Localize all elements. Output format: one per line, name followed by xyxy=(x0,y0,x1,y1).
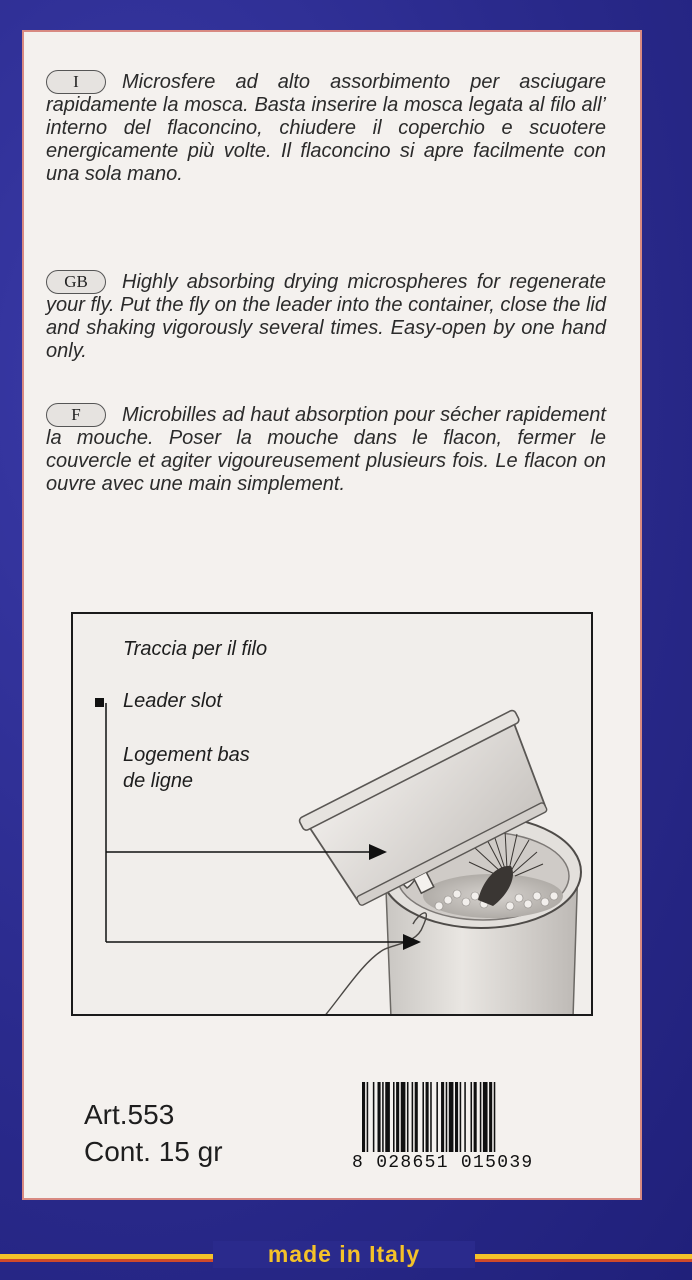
language-badge-it: I xyxy=(46,70,106,94)
article-number: Art.553 xyxy=(84,1099,175,1130)
section-text-fr: Microbilles ad haut absorption pour sécher rapidement la mouche. Poser la mouche dans le flacon, fermer le couvercle et agiter vigoureusement plusieurs fois. Le flacon on ouvre avec une main simplement. xyxy=(46,404,606,495)
label-fr-line1: Logement bas xyxy=(123,744,250,766)
product-diagram xyxy=(71,612,593,1016)
section-french xyxy=(46,403,606,496)
section-text-it: Microsfere ad alto assorbimento per asciugare rapidamente la mosca. Basta inserire la mosca legata al filo all’ interno del flaconcino, chiudere il coperchio e scuotere energicamente più volte. Il flaconcino si apre facilmente con una sola mano. xyxy=(46,71,606,185)
label-fr-line2: de ligne xyxy=(123,770,194,792)
label-leader-slot-it: Traccia per il filo xyxy=(123,638,268,660)
made-in-label: made in Italy xyxy=(213,1241,475,1268)
contents-weight: Cont. 15 gr xyxy=(84,1136,223,1167)
label-leader-slot-gb: Leader slot xyxy=(123,690,222,712)
language-badge-gb: GB xyxy=(46,270,106,294)
container-illustration xyxy=(73,614,593,1016)
pointer-square-icon xyxy=(95,698,104,707)
section-english xyxy=(46,270,606,363)
section-text-gb: Highly absorbing drying microspheres for regenerate your fly. Put the fly on the leader into the container, close the lid and shaking vigorously several times. Easy-open by one hand only. xyxy=(46,271,606,362)
language-badge-fr: F xyxy=(46,403,106,427)
section-italian xyxy=(46,70,606,186)
barcode-number: 8 028651 015039 xyxy=(352,1153,534,1173)
label-leader-slot-fr xyxy=(123,742,250,794)
